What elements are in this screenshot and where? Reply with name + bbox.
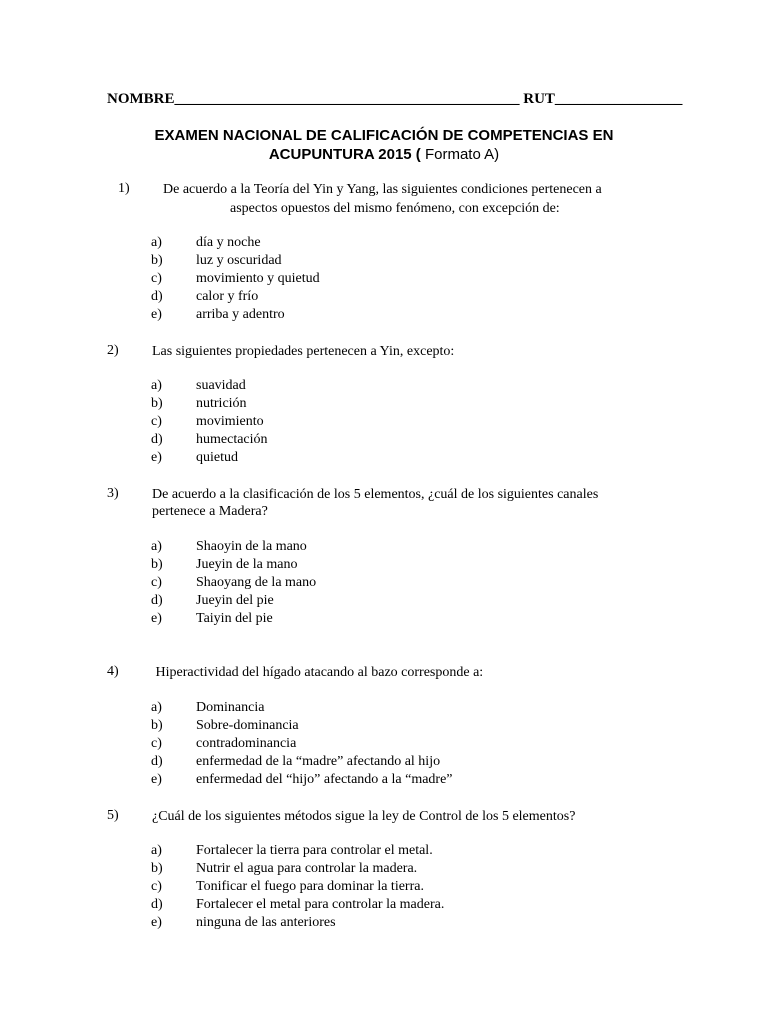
option-letter: e) bbox=[151, 611, 162, 626]
rut-label: RUT bbox=[523, 91, 555, 107]
question-text-line: Hiperactividad del hígado atacando al bazo corresponde a: bbox=[152, 665, 484, 680]
option-text: Shaoyin de la mano bbox=[196, 539, 307, 554]
option-letter: b) bbox=[151, 396, 163, 411]
option-text: arriba y adentro bbox=[196, 307, 285, 322]
option-text: luz y oscuridad bbox=[196, 253, 282, 268]
option-letter: b) bbox=[151, 253, 163, 268]
option-text: enfermedad del “hijo” afectando a la “madre” bbox=[196, 772, 453, 787]
nombre-label: NOMBRE bbox=[107, 91, 175, 107]
option-text: Fortalecer la tierra para controlar el metal. bbox=[196, 843, 433, 858]
option-letter: a) bbox=[151, 378, 162, 393]
option-letter: c) bbox=[151, 736, 162, 751]
option-text: Sobre-dominancia bbox=[196, 718, 299, 733]
option-letter: b) bbox=[151, 557, 163, 572]
option-letter: c) bbox=[151, 879, 162, 894]
question-text-line: pertenece a Madera? bbox=[152, 504, 268, 519]
option-letter: e) bbox=[151, 915, 162, 930]
option-letter: a) bbox=[151, 843, 162, 858]
title-line-2-bold: ACUPUNTURA 2015 ( bbox=[268, 146, 425, 163]
option-text: día y noche bbox=[196, 235, 261, 250]
option-text: contradominancia bbox=[196, 736, 297, 751]
exam-title bbox=[100, 126, 668, 164]
question-text-line: ¿Cuál de los siguientes métodos sigue la ley de Control de los 5 elementos? bbox=[152, 809, 576, 824]
option-text: Taiyin del pie bbox=[196, 611, 273, 626]
option-letter: d) bbox=[151, 289, 163, 304]
title-line-2 bbox=[100, 145, 668, 164]
question-number: 1) bbox=[118, 181, 130, 196]
name-rut-line bbox=[107, 91, 683, 108]
nombre-field: ______________________________________________ bbox=[174, 91, 520, 107]
option-text: suavidad bbox=[196, 378, 246, 393]
option-text: movimiento y quietud bbox=[196, 271, 320, 286]
title-format: Formato A) bbox=[424, 146, 500, 163]
option-text: Dominancia bbox=[196, 700, 265, 715]
option-text: Jueyin de la mano bbox=[196, 557, 298, 572]
question-number: 2) bbox=[107, 343, 119, 358]
question-number: 4) bbox=[107, 664, 119, 679]
option-text: humectación bbox=[196, 432, 268, 447]
option-text: calor y frío bbox=[196, 289, 259, 304]
question-number: 5) bbox=[107, 808, 119, 823]
question-text-line: De acuerdo a la Teoría del Yin y Yang, las siguientes condiciones pertenecen a bbox=[163, 182, 602, 197]
option-letter: b) bbox=[151, 861, 163, 876]
option-text: nutrición bbox=[196, 396, 247, 411]
option-letter: c) bbox=[151, 414, 162, 429]
option-letter: d) bbox=[151, 432, 163, 447]
option-text: Shaoyang de la mano bbox=[196, 575, 317, 590]
option-text: Fortalecer el metal para controlar la madera. bbox=[196, 897, 445, 912]
option-letter: c) bbox=[151, 271, 162, 286]
option-letter: c) bbox=[151, 575, 162, 590]
option-text: Nutrir el agua para controlar la madera. bbox=[196, 861, 418, 876]
option-letter: b) bbox=[151, 718, 163, 733]
option-letter: a) bbox=[151, 700, 162, 715]
question-text-line: Las siguientes propiedades pertenecen a Yin, excepto: bbox=[152, 344, 455, 359]
question-text-line: aspectos opuestos del mismo fenómeno, con excepción de: bbox=[230, 201, 560, 216]
option-text: movimiento bbox=[196, 414, 264, 429]
option-letter: e) bbox=[151, 307, 162, 322]
option-letter: a) bbox=[151, 235, 162, 250]
rut-field: _________________ bbox=[554, 91, 683, 107]
option-text: Tonificar el fuego para dominar la tierra. bbox=[196, 879, 424, 894]
question-number: 3) bbox=[107, 486, 119, 501]
option-letter: a) bbox=[151, 539, 162, 554]
option-text: enfermedad de la “madre” afectando al hijo bbox=[196, 754, 441, 769]
option-letter: d) bbox=[151, 754, 163, 769]
question-text-line: De acuerdo a la clasificación de los 5 elementos, ¿cuál de los siguientes canales bbox=[152, 487, 599, 502]
option-letter: e) bbox=[151, 450, 162, 465]
option-letter: d) bbox=[151, 897, 163, 912]
option-letter: e) bbox=[151, 772, 162, 787]
option-text: ninguna de las anteriores bbox=[196, 915, 336, 930]
option-letter: d) bbox=[151, 593, 163, 608]
option-text: quietud bbox=[196, 450, 238, 465]
option-text: Jueyin del pie bbox=[196, 593, 274, 608]
title-line-1: EXAMEN NACIONAL DE CALIFICACIÓN DE COMPETENCIAS EN bbox=[154, 127, 614, 144]
